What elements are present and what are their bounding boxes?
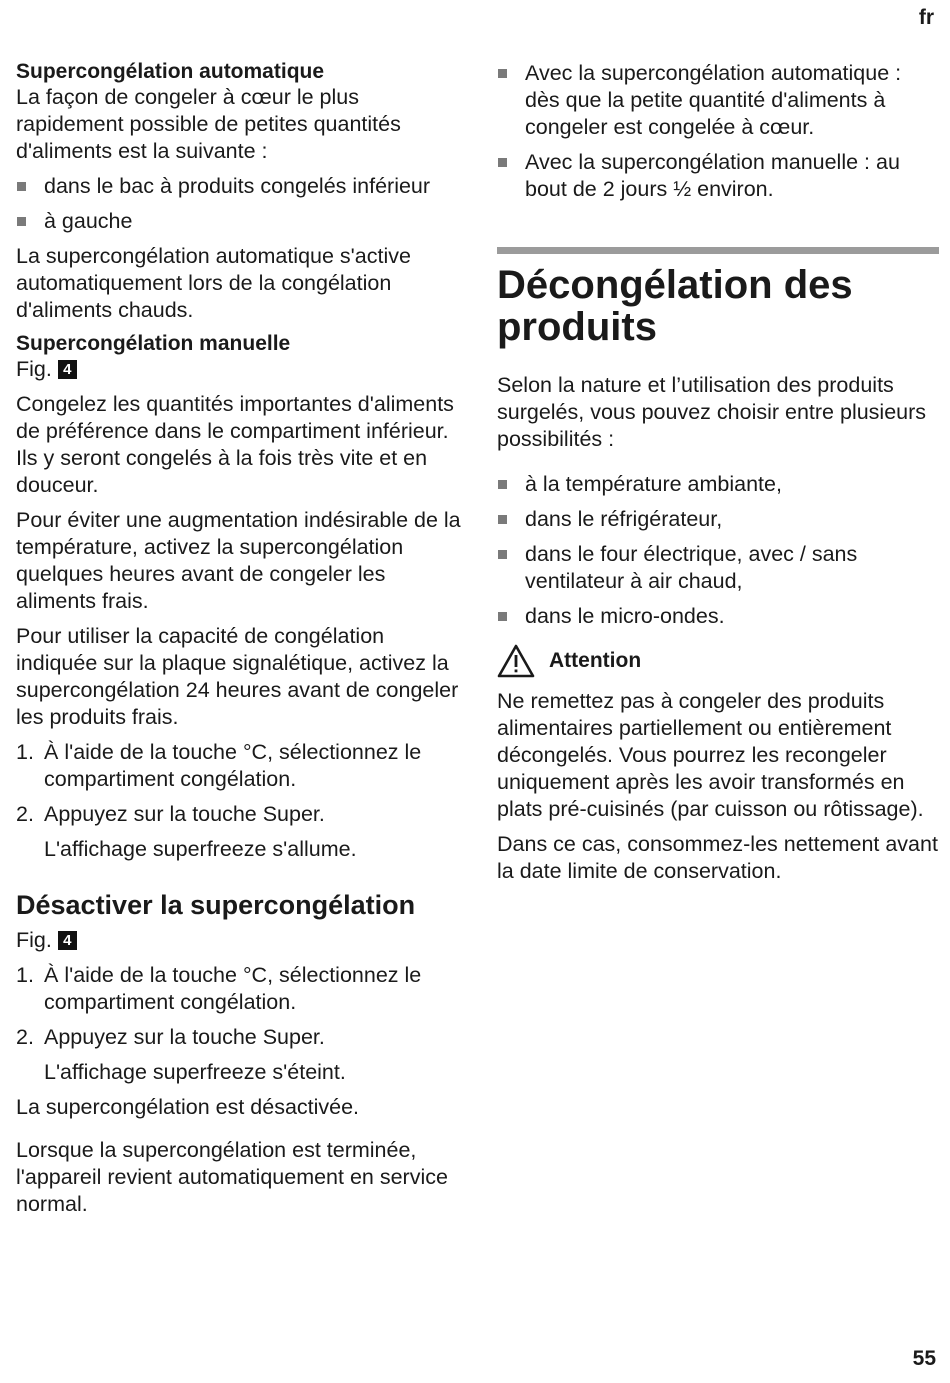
step-result: L'affichage superfreeze s'éteint.: [44, 1060, 346, 1084]
page-number: 55: [912, 1347, 936, 1370]
paragraph: La façon de congeler à cœur le plus rapidement possible de petites quantités d'aliments est la suivante :: [16, 85, 401, 163]
paragraph: Lorsque la supercongélation est terminée, l'appareil revient automatiquement en service normal.: [16, 1138, 448, 1216]
bullet-list: [16, 173, 466, 235]
step-item: 2. Appuyez sur la touche Super. L'affichage superfreeze s'allume.: [16, 801, 466, 863]
list-item: Avec la supercongélation manuelle : au bout de 2 jours ½ environ.: [497, 149, 939, 203]
bullet-square-icon: [498, 550, 507, 559]
list-item: à gauche: [16, 208, 466, 235]
bullet-square-icon: [17, 182, 26, 191]
heading-thawing: Décongélation des produits: [497, 263, 853, 349]
bullet-square-icon: [498, 69, 507, 78]
bullet-list: [497, 471, 939, 630]
section-divider: [497, 247, 939, 254]
paragraph: Pour utiliser la capacité de congélation indiquée sur la plaque signalétique, activez la supercongélation 24 heures avant de congeler les produits frais.: [16, 624, 459, 729]
step-result: L'affichage superfreeze s'allume.: [44, 837, 357, 861]
right-column: [497, 60, 939, 893]
bullet-square-icon: [498, 480, 507, 489]
list-item: à la température ambiante,: [497, 471, 939, 498]
section-title-auto-superfreeze: Supercongélation automatique: [16, 60, 325, 83]
paragraph: Ne remettez pas à congeler des produits alimentaires partiellement ou entièrement décongelés. Vous pourrez les recongeler uniquement après les avoir transformés en plats pré-cuisinés (par cuisson ou rôtissage).: [497, 689, 924, 821]
list-item: dans le bac à produits congelés inférieur: [16, 173, 466, 200]
language-label: fr: [918, 6, 934, 29]
step-item: 1. À l'aide de la touche °C, sélectionnez le compartiment congélation.: [16, 740, 422, 791]
paragraph: Selon la nature et l’utilisation des produits surgelés, vous pouvez choisir entre plusieurs possibilités :: [497, 373, 927, 451]
step-item: 1. À l'aide de la touche °C, sélectionnez le compartiment congélation.: [16, 963, 422, 1014]
figure-reference: Fig. 4: [16, 927, 77, 954]
paragraph: Congelez les quantités importantes d'aliments de préférence dans le compartiment inférieur. Ils y seront congelés à la fois très vite et en douceur.: [16, 392, 454, 497]
list-item: Avec la supercongélation automatique : dès que la petite quantité d'aliments à congeler est congelée à cœur.: [497, 60, 939, 141]
paragraph: Pour éviter une augmentation indésirable de la température, activez la supercongélation quelques heures avant de congeler les aliments frais.: [16, 508, 461, 613]
figure-number-badge: 4: [58, 931, 77, 950]
bullet-square-icon: [498, 158, 507, 167]
figure-reference: Fig. 4: [16, 356, 77, 383]
bullet-square-icon: [498, 515, 507, 524]
attention-note-header: [497, 644, 939, 678]
heading-deactivate-superfreeze: Désactiver la supercongélation: [16, 890, 416, 920]
paragraph: Dans ce cas, consommez-les nettement avant la date limite de conservation.: [497, 832, 938, 883]
attention-label: Attention: [549, 649, 642, 672]
section-title-manual-superfreeze: Supercongélation manuelle: [16, 332, 291, 355]
numbered-steps: [16, 739, 466, 863]
figure-number-badge: 4: [58, 360, 77, 379]
left-column: [16, 60, 466, 1226]
paragraph: La supercongélation automatique s'active automatiquement lors de la congélation d'aliments chauds.: [16, 244, 411, 322]
list-item: dans le micro-ondes.: [497, 603, 939, 630]
paragraph: La supercongélation est désactivée.: [16, 1095, 360, 1119]
bullet-square-icon: [17, 217, 26, 226]
warning-triangle-icon: [497, 644, 535, 678]
numbered-steps: [16, 962, 466, 1086]
list-item: dans le réfrigérateur,: [497, 506, 939, 533]
step-item: 2. Appuyez sur la touche Super. L'affichage superfreeze s'éteint.: [16, 1024, 466, 1086]
bullet-square-icon: [498, 612, 507, 621]
bullet-list: [497, 60, 939, 203]
list-item: dans le four électrique, avec / sans ventilateur à air chaud,: [497, 541, 939, 595]
